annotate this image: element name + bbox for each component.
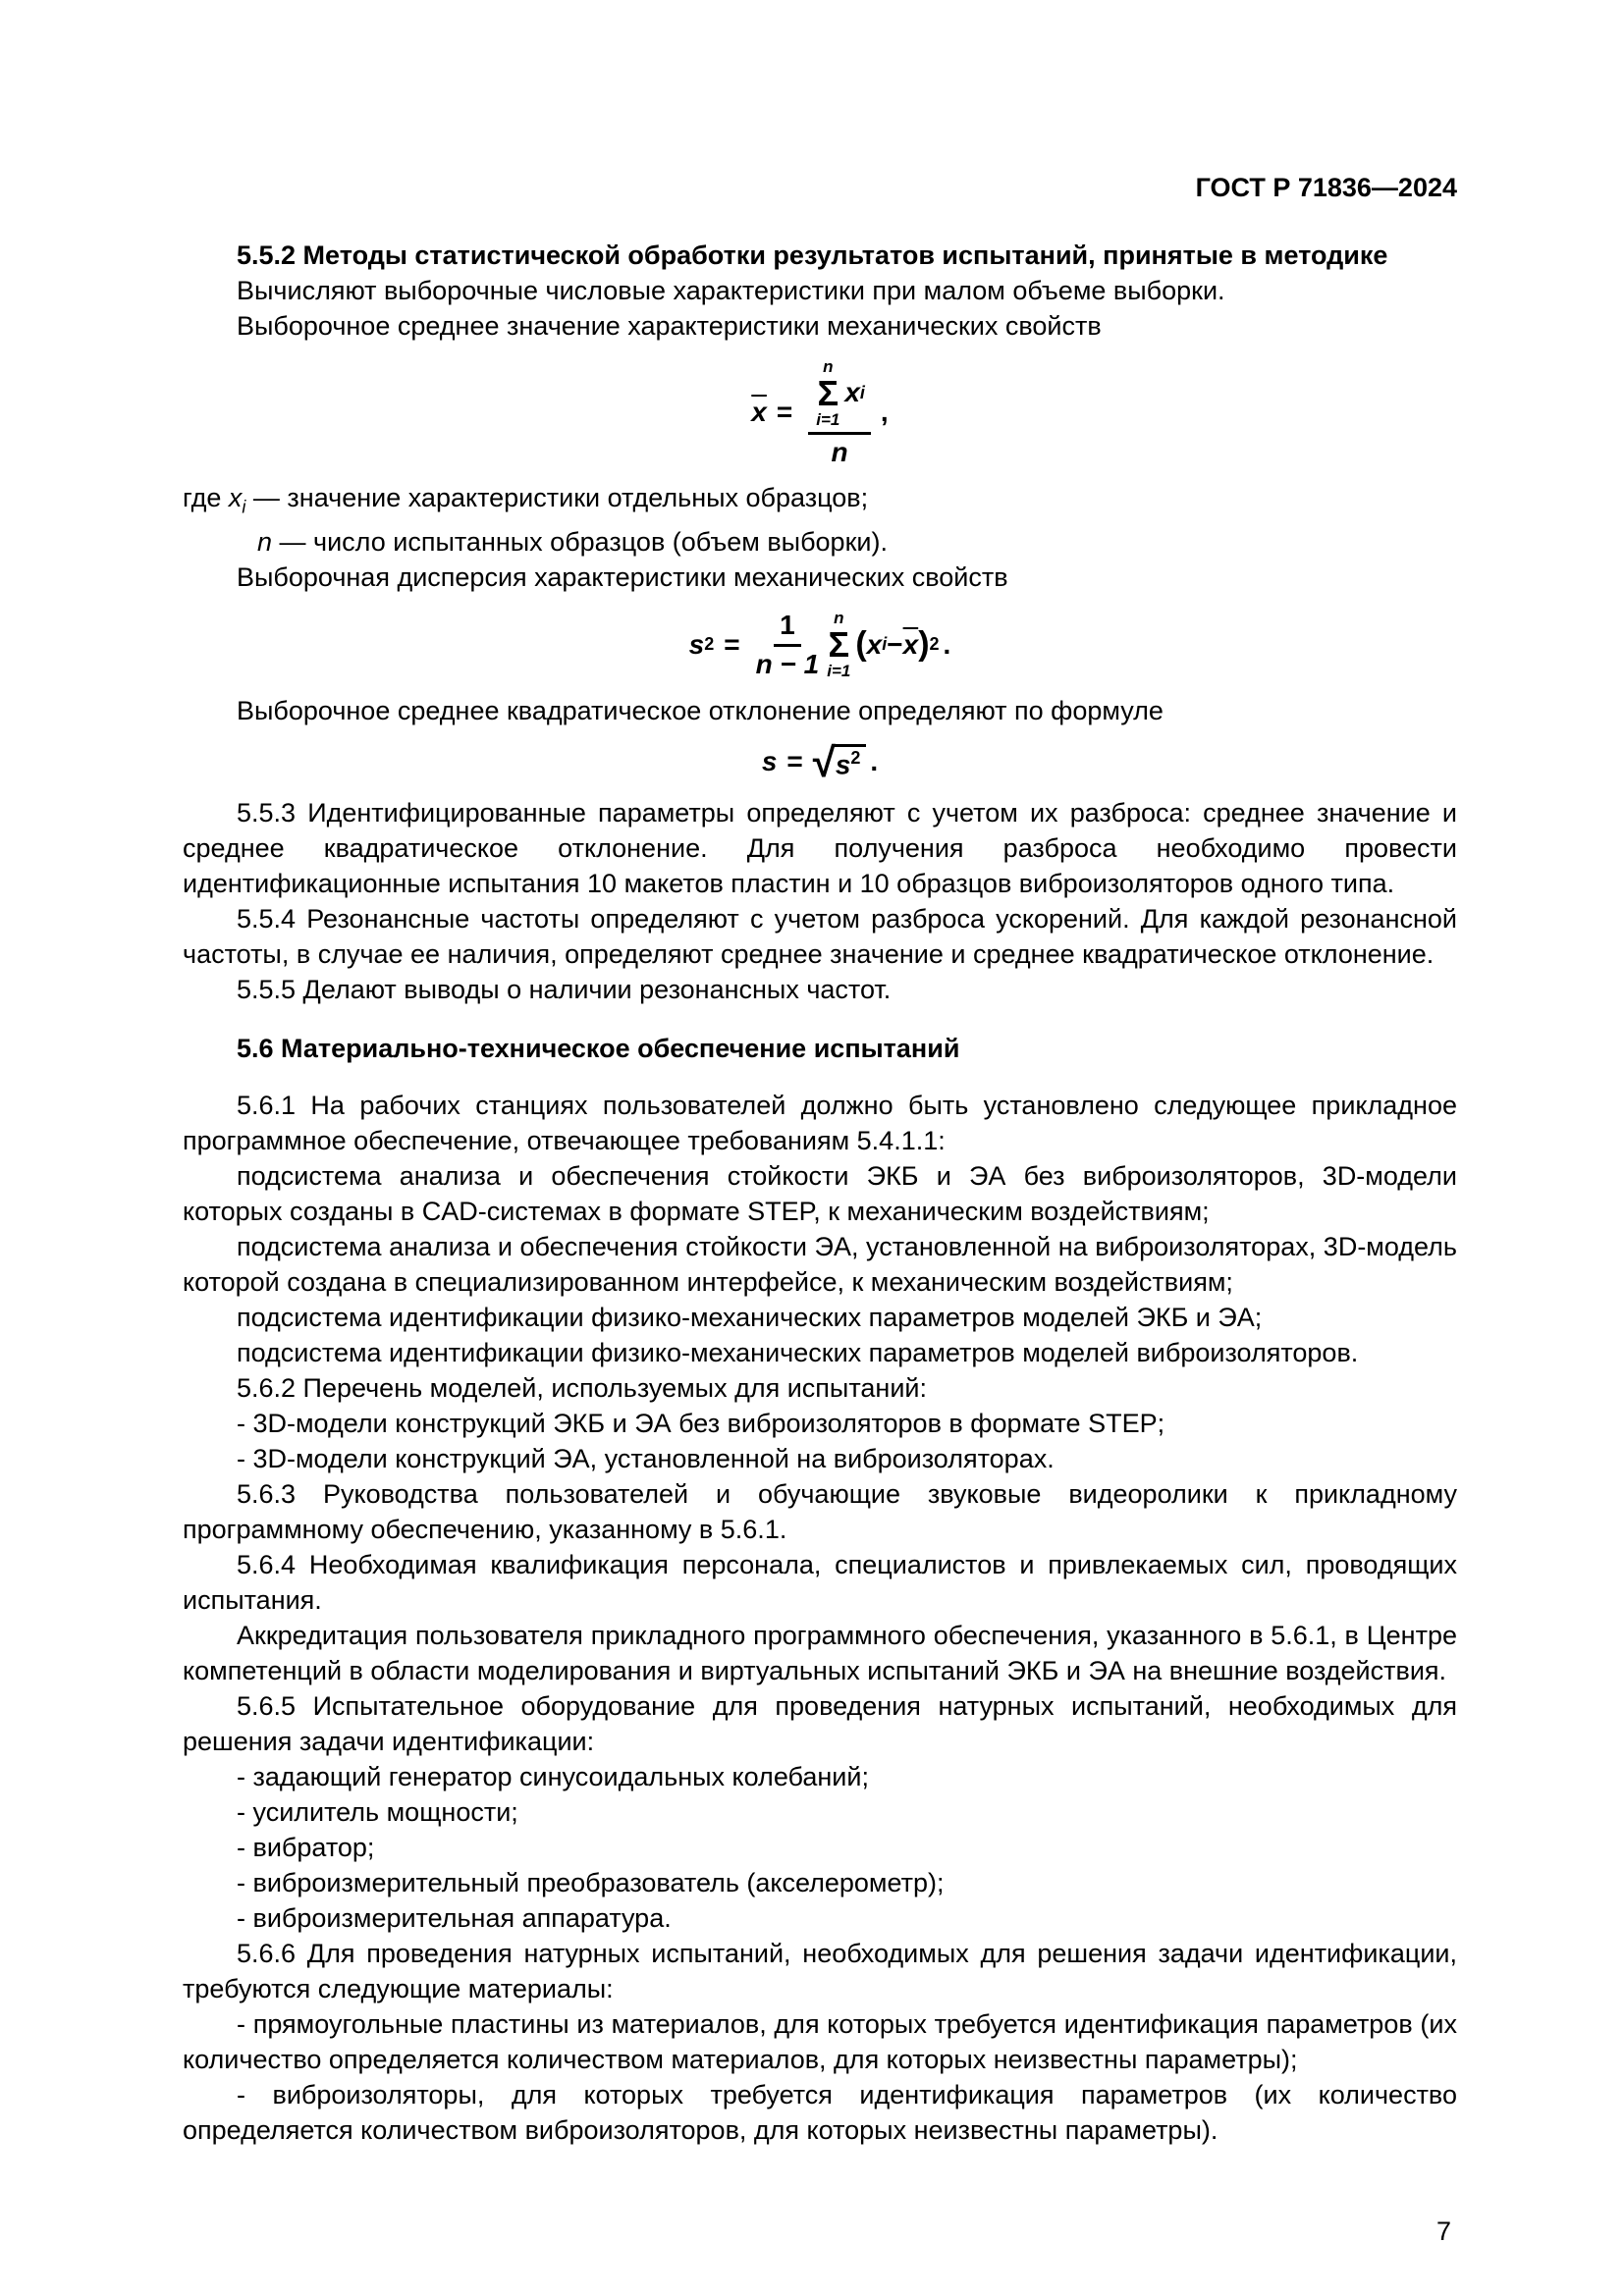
where-clause-x (183, 480, 1457, 524)
open-paren: ( (855, 625, 867, 664)
paragraph: подсистема идентификации физико-механических параметров моделей виброизоляторов. (237, 1337, 1359, 1367)
heading-5-5-2: 5.5.2 Методы статистической обработки результатов испытаний, принятые в методике (237, 240, 1388, 270)
minus-sign: − (887, 628, 903, 660)
formula-standard-deviation (183, 738, 1457, 785)
heading-5-6: 5.6 Материально-техническое обеспечение испытаний (237, 1033, 960, 1063)
square-root-icon: √ (812, 738, 836, 785)
formula-var-s: s (688, 628, 705, 660)
formula-term-x: x (866, 628, 883, 660)
radicand-sup: 2 (850, 748, 861, 769)
formula-var-xbar: $\overline{x}$ (902, 628, 919, 660)
fraction (756, 611, 820, 680)
radicand (833, 744, 867, 780)
fraction-numerator: 1 (774, 611, 801, 647)
sum-lower-limit: i=1 (816, 409, 840, 429)
formula-var-xbar: $\overline{x}$ (751, 397, 767, 428)
sum-upper-limit: n (834, 609, 844, 628)
paragraph-5-5-4: 5.5.4 Резонансные частоты определяют с учетом разброса ускорений. Для каждой резонансной частоты, в случае ее наличия, определяют среднее значение и среднее квадратическое отклонение. (183, 903, 1457, 969)
formula-term-x-sub: i (859, 382, 865, 402)
paragraph-5-6-1: 5.6.1 На рабочих станциях пользователей должно быть установлено следующее прикладное программное обеспечение, отвечающее требованиям 5.4.1.1: (183, 1090, 1457, 1155)
formula-term-x: x (844, 377, 860, 408)
formula-var-s: s (761, 746, 778, 777)
paragraph: подсистема анализа и обеспечения стойкости ЭА, установленной на виброизоляторах, 3D-модель которой создана в специализированном интерфейсе, к механическим воздействиям; (183, 1231, 1457, 1297)
formula-var-s-sup: 2 (704, 634, 715, 655)
formula-term-x-sub: i (882, 634, 888, 655)
list-item: - прямоугольные пластины из материалов, для которых требуется идентификация параметров (их количество определяется количеством материалов, для которых неизвестны параметры); (183, 2008, 1457, 2074)
page-number: 7 (1435, 2216, 1451, 2246)
list-item: - вибратор; (237, 1832, 375, 1862)
sum-upper-limit: n (823, 357, 834, 376)
paragraph-5-6-2: 5.6.2 Перечень моделей, используемых для испытаний: (237, 1372, 927, 1403)
sum-lower-limit: i=1 (827, 662, 851, 681)
paragraph: подсистема анализа и обеспечения стойкости ЭКБ и ЭА без виброизоляторов, 3D-модели которых созданы в CAD-системах в формате STEP, к механическим воздействиям; (183, 1160, 1457, 1226)
paragraph-5-5-3: 5.5.3 Идентифицированные параметры определяют с учетом их разброса: среднее значение и среднее квадратическое отклонение. Для получения разброса необходимо провести идентификационные испытания 10 макетов пластин и 10 образцов виброизоляторов одного типа. (183, 797, 1457, 898)
close-paren: ) (918, 625, 930, 664)
paragraph: Выборочная дисперсия характеристики механических свойств (237, 562, 1008, 593)
sigma-icon: Σ (817, 372, 839, 413)
sum-operator (827, 609, 850, 680)
formula-punctuation: . (943, 628, 951, 660)
list-item: - 3D-модели конструкций ЭА, установленной на виброизоляторах. (237, 1443, 1055, 1473)
formula-sample-variance (183, 609, 1457, 680)
equals-sign: = (776, 397, 793, 428)
sigma-icon: Σ (828, 624, 850, 666)
radicand-var-s: s (835, 749, 851, 780)
paragraph: Выборочное среднее значение характеристики механических свойств (237, 311, 1102, 341)
where-desc-n: — число испытанных образцов (объем выборки). (272, 527, 888, 558)
equals-sign: = (724, 628, 740, 660)
fraction-denominator: n − 1 (755, 648, 820, 679)
list-item: - виброизмерительный преобразователь (акселерометр); (237, 1867, 945, 1897)
fraction-denominator: n (831, 437, 848, 468)
paragraph-5-6-5: 5.6.5 Испытательное оборудование для проведения натурных испытаний, необходимых для решения задачи идентификации: (183, 1690, 1457, 1756)
list-item: - 3D-модели конструкций ЭКБ и ЭА без виброизоляторов в формате STEP; (237, 1408, 1165, 1438)
list-item: - виброизмерительная аппаратура. (237, 1902, 672, 1933)
where-var-x-sub: i (242, 497, 246, 517)
paragraph: подсистема идентификации физико-механических параметров моделей ЭКБ и ЭА; (237, 1302, 1263, 1332)
where-desc-x: — значение характеристики отдельных образцов; (245, 483, 869, 513)
sum-operator (816, 357, 839, 429)
where-var-n: n (257, 527, 273, 558)
list-item: - задающий генератор синусоидальных колебаний; (237, 1761, 869, 1791)
where-clause-n (183, 524, 1457, 560)
paragraph-5-6-3: 5.6.3 Руководства пользователей и обучающие звуковые видеоролики к прикладному программному обеспечению, указанному в 5.6.1. (183, 1478, 1457, 1544)
list-item: - виброизоляторы, для которых требуется идентификация параметров (их количество определяется количеством виброизоляторов, для которых неизвестны параметры). (183, 2079, 1457, 2145)
document-code-header: ГОСТ Р 71836—2024 (1195, 173, 1457, 202)
list-item: - усилитель мощности; (237, 1796, 518, 1827)
formula-punctuation: , (880, 397, 889, 428)
paragraph: Аккредитация пользователя прикладного программного обеспечения, указанного в 5.6.1, в Центре компетенций в области моделирования и виртуальных испытаний ЭКБ и ЭА на внешние воздействия. (183, 1620, 1457, 1685)
paragraph: Выборочное среднее квадратическое отклонение определяют по формуле (237, 695, 1164, 725)
equals-sign: = (786, 746, 803, 777)
formula-punctuation: . (870, 746, 879, 777)
formula-sample-mean (183, 357, 1457, 468)
formula-square-sup: 2 (929, 634, 940, 655)
document-body (183, 238, 1457, 2148)
paragraph-5-6-6: 5.6.6 Для проведения натурных испытаний, необходимых для решения задачи идентификации, требуются следующие материалы: (183, 1938, 1457, 2003)
paragraph-5-5-5: 5.5.5 Делают выводы о наличии резонансных частот. (237, 974, 892, 1004)
paragraph: Вычисляют выборочные числовые характеристики при малом объеме выборки. (237, 276, 1225, 305)
where-var-x: x (228, 483, 243, 513)
where-lead: где (183, 483, 229, 513)
fraction-numerator (808, 357, 871, 435)
paragraph-5-6-4: 5.6.4 Необходимая квалификация персонала, специалистов и привлекаемых сил, проводящих испытания. (183, 1549, 1457, 1615)
fraction (808, 357, 871, 468)
